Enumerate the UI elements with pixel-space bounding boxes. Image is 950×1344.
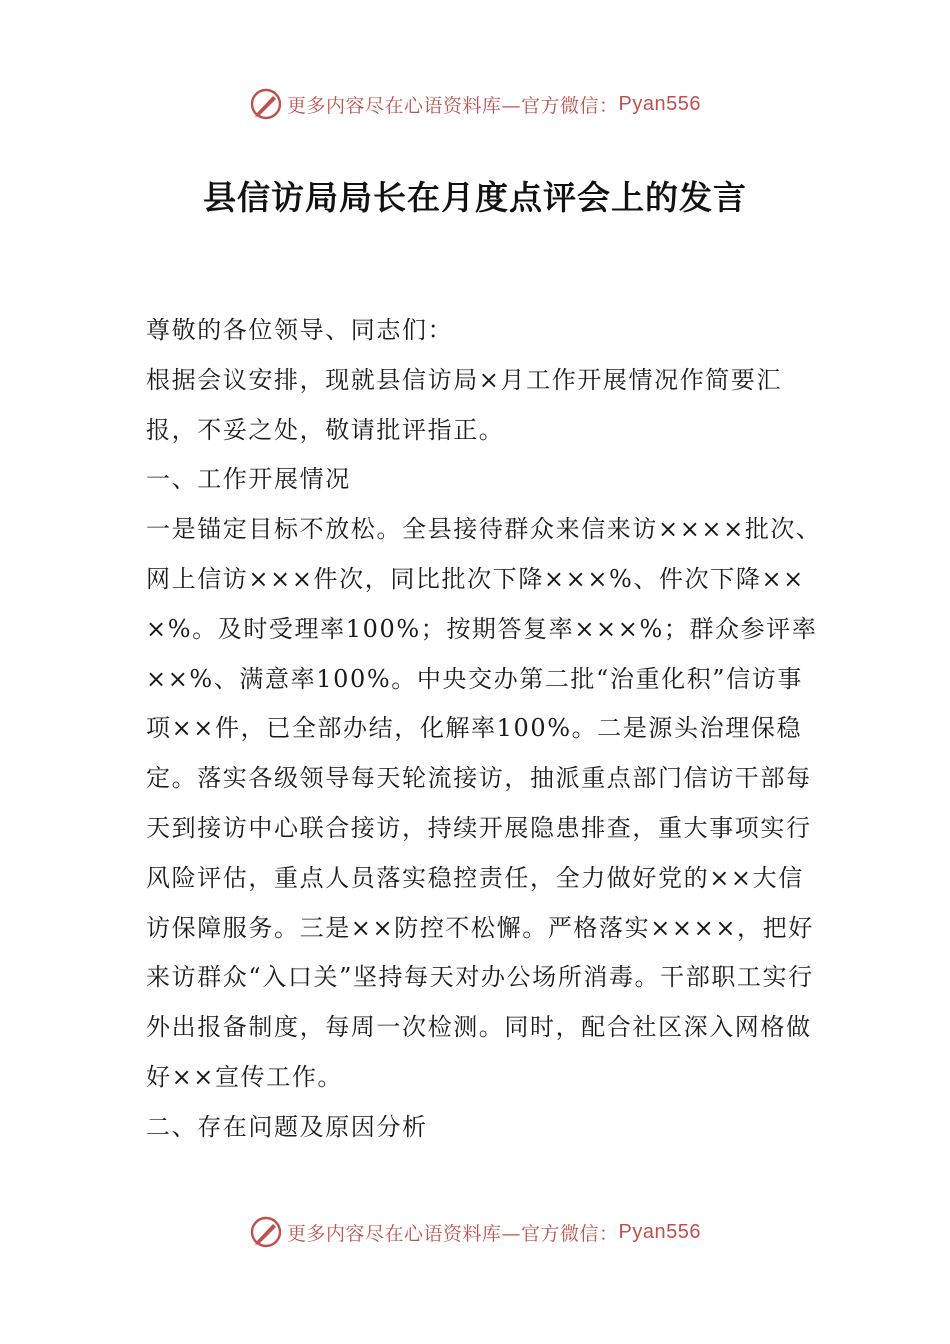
document-title: 县信访局局长在月度点评会上的发言 (203, 178, 747, 217)
section-heading-2: 二、存在问题及原因分析 (146, 1112, 428, 1141)
watermark-text: 更多内容尽在心语资料库—官方微信： (287, 94, 619, 117)
section-heading-1: 一、工作开展情况 (146, 465, 351, 494)
pen-logo-icon (249, 87, 283, 121)
watermark-wechat-id: Pyan556 (618, 1220, 701, 1243)
salutation: 尊敬的各位领导、同志们： (146, 316, 454, 344)
intro-paragraph: 根据会议安排，现就县信访局×月工作开展情况作简要汇报，不妥之处，敬请批评指正。 (146, 365, 783, 444)
body-paragraph: 一是锚定目标不放松。全县接待群众来信来访××××批次、网上信访×××件次，同比批次下降×××%、件次下降×××%。及时受理率100%；按期答复率×××%；群众参评率××%、满意率100%。中央交办第二批“治重化积”信访事项××件，已全部办结，化解率100%。二是源头治理保稳定。落实各级领导每天轮流接访，抽派重点部门信访干部每天到接访中心联合接访，持续开展隐患排查，重大事项实行风险评估，重点人员落实稳控责任，全力做好党的××大信访保障服务。三是××防控不松懈。严格落实××××，把好来访群众“入口关”坚持每天对办公场所消毒。干部职工实行外出报备制度，每周一次检测。同时，配合社区深入网格做好××宣传工作。 (146, 515, 822, 1091)
pen-logo-icon (249, 1215, 283, 1249)
watermark-wechat-id: Pyan556 (618, 92, 701, 115)
footer-watermark (0, 1212, 950, 1252)
document-body (146, 306, 826, 1153)
header-watermark (0, 84, 950, 124)
watermark-text: 更多内容尽在心语资料库—官方微信： (287, 1222, 619, 1245)
